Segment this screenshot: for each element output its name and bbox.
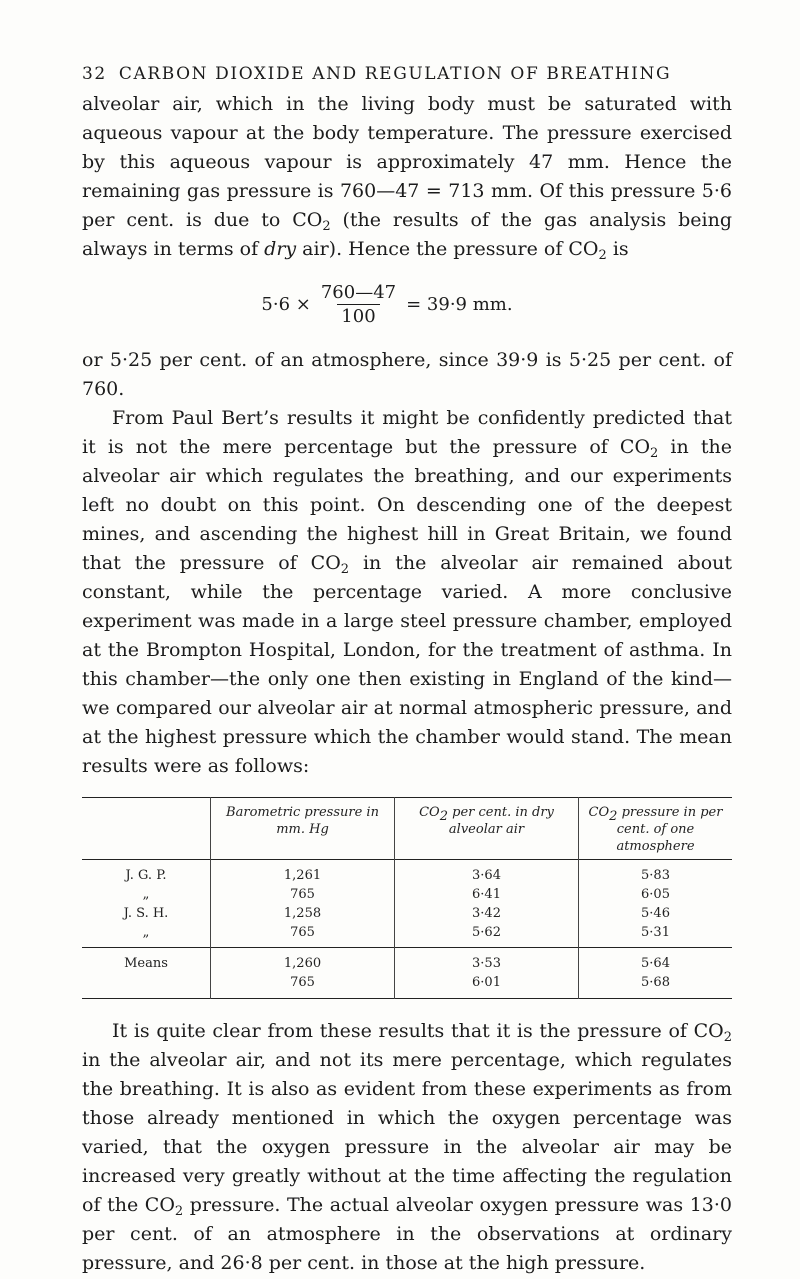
- cell-co2-pressure: 6·05: [579, 885, 733, 904]
- equation-fraction: [317, 282, 400, 329]
- table-row: [82, 904, 732, 923]
- cell-co2-percent: 5·62: [395, 923, 579, 948]
- paragraph-2: or 5·25 per cent. of an atmosphere, since 39·9 is 5·25 per cent. of 760.: [82, 349, 732, 400]
- cell-barometric: 765: [211, 885, 395, 904]
- cell-means-label: Means: [124, 956, 168, 971]
- page-number: 32: [82, 64, 107, 84]
- cell-subject: „: [142, 925, 150, 940]
- header-co2-percent: $CO_2$ per cent. in dry alveolar air: [395, 798, 579, 860]
- cell-subject: J. G. P.: [125, 868, 167, 883]
- cell-co2-percent: 6·41: [395, 885, 579, 904]
- cell-barometric: 1,261: [211, 860, 395, 886]
- table-row: [82, 885, 732, 904]
- cell-co2-percent: 3·42: [395, 904, 579, 923]
- cell-means-blank: [82, 973, 211, 999]
- cell-subject: J. S. H.: [123, 906, 169, 921]
- running-header: [82, 62, 732, 86]
- header-barometric: Barometric pressure in mm. Hg: [211, 798, 395, 860]
- cell-barometric: 1,260: [211, 948, 395, 974]
- results-table: [82, 797, 732, 999]
- equation-lhs: 5·6 ×: [261, 294, 311, 315]
- equation-denominator: 100: [337, 304, 379, 329]
- cell-subject: „: [142, 887, 150, 902]
- table-row: [82, 923, 732, 948]
- cell-co2-pressure: 5·68: [579, 973, 733, 999]
- table-row-means: [82, 948, 732, 974]
- book-page: [82, 62, 732, 1278]
- cell-barometric: 1,258: [211, 904, 395, 923]
- cell-co2-pressure: 5·31: [579, 923, 733, 948]
- cell-co2-percent: 3·64: [395, 860, 579, 886]
- equation-rhs: = 39·9 mm.: [406, 294, 513, 315]
- pressure-equation: [42, 264, 732, 346]
- cell-barometric: 765: [211, 973, 395, 999]
- cell-barometric: 765: [211, 923, 395, 948]
- header-subject: [82, 798, 211, 860]
- table-header-row: [82, 798, 732, 860]
- cell-co2-pressure: 5·83: [579, 860, 733, 886]
- paragraph-3: From Paul Bert’s results it might be confidently predicted that it is not the mere percentage but the pressure of $CO_2$ in the alveolar air which regulates the breathing, and our experiments left no doubt on this point. On descending one of the deepest mines, and ascending the highest hill in Great Britain, we found that the pressure of $CO_2$ in the alveolar air remained about constant, while the percentage varied. A more conclusive experiment was made in a large steel pressure chamber, employed at the Brompton Hospital, London, for the treatment of asthma. In this chamber—the only one then existing in England of the kind—we compared our alveolar air at normal atmospheric pressure, and at the highest pressure which the chamber would stand. The mean results were as follows:: [82, 407, 733, 777]
- cell-co2-pressure: 5·46: [579, 904, 733, 923]
- table-row-means: [82, 973, 732, 999]
- paragraph-1: alveolar air, which in the living body must be saturated with aqueous vapour at the body temperature. The pressure exercised by this aqueous vapour is approximately 47 mm. Hence the remaining gas pressure is 760—47 = 713 mm. Of this pressure 5·6 per cent. is due to $CO_2$ (the results of the gas analysis being always in terms of dry air). Hence the pressure of $CO_2$ is: [82, 93, 732, 263]
- running-title: CARBON DIOXIDE AND REGULATION OF BREATHING: [118, 64, 672, 84]
- cell-co2-percent: 3·53: [395, 948, 579, 974]
- header-co2-pressure: $CO_2$ pressure in per cent. of one atmosphere: [579, 798, 733, 860]
- cell-co2-pressure: 5·64: [579, 948, 733, 974]
- paragraph-4: It is quite clear from these results that it is the pressure of $CO_2$ in the alveolar air, and not its mere percentage, which regulates the breathing. It is also as evident from these experiments as from those already mentioned in which the oxygen percentage was varied, that the oxygen pressure in the alveolar air may be increased very greatly without at the time affecting the regulation of the $CO_2$ pressure. The actual alveolar oxygen pressure was 13·0 per cent. of an atmosphere in the observations at ordinary pressure, and 26·8 per cent. in those at the high pressure.: [82, 1020, 732, 1274]
- table-row: [82, 860, 732, 886]
- cell-co2-percent: 6·01: [395, 973, 579, 999]
- equation-numerator: 760—47: [320, 281, 397, 303]
